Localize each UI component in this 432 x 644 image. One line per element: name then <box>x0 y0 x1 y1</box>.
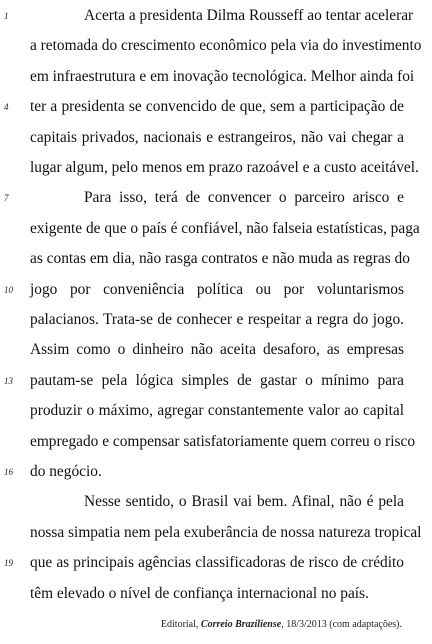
line-number: 19 <box>4 558 13 569</box>
source-prefix: Editorial, <box>160 619 201 630</box>
text-line: produzir o máximo, agregar constantemente valor ao capital <box>30 402 404 420</box>
source-citation <box>161 618 402 632</box>
text-line: pautam-se pela lógica simples de gastar o mínimo para <box>30 371 404 389</box>
text-line: Acerta a presidenta Dilma Rousseff ao tentar acelerar <box>84 7 414 24</box>
text-line: capitais privados, nacionais e estrangeiros, não vai chegar a <box>30 128 404 146</box>
text-line: empregado e compensar satisfatoriamente quem correu o risco <box>30 432 416 450</box>
text-line: em infraestrutura e em inovação tecnológica. Melhor ainda foi <box>30 67 415 85</box>
text-line: do negócio. <box>30 463 102 480</box>
text-line: Para isso, terá de convencer o parceiro arisco e <box>84 189 404 207</box>
text-line: a retomada do crescimento econômico pela via do investimento <box>30 37 422 55</box>
text-line: têm elevado o nível de confiança internacional no país. <box>30 584 369 602</box>
line-number: 1 <box>4 11 9 21</box>
text-line: exigente de que o país é confiável, não falseia estatísticas, paga <box>30 219 420 237</box>
text-line: ter a presidenta se convencido de que, sem a participação de <box>30 98 404 116</box>
line-number: 16 <box>4 467 13 477</box>
text-line: jogo por conveniência política ou por voluntarismos <box>30 280 404 298</box>
line-number: 7 <box>4 193 9 204</box>
text-line: as contas em dia, não rasga contratos e não muda as regras do <box>30 250 410 268</box>
text-line: Nesse sentido, o Brasil vai bem. Afinal, não é pela <box>84 493 404 511</box>
text-line: Assim como o dinheiro não aceita desaforo, as empresas <box>30 341 404 359</box>
source-suffix: , 18/3/2013 (com adaptações). <box>281 619 402 630</box>
text-line: palacianos. Trata-se de conhecer e respeitar a regra do jogo. <box>30 311 404 328</box>
line-number: 13 <box>4 375 13 386</box>
line-number: 4 <box>4 102 9 113</box>
text-line: lugar algum, pelo menos em prazo razoável e a custo aceitável. <box>30 159 419 176</box>
source-publication: Correio Braziliense <box>200 619 282 630</box>
text-line: nossa simpatia nem pela exuberância de nossa natureza tropical <box>30 523 422 541</box>
line-number: 10 <box>4 284 13 295</box>
text-line: que as principais agências classificadoras de risco de crédito <box>30 554 404 572</box>
